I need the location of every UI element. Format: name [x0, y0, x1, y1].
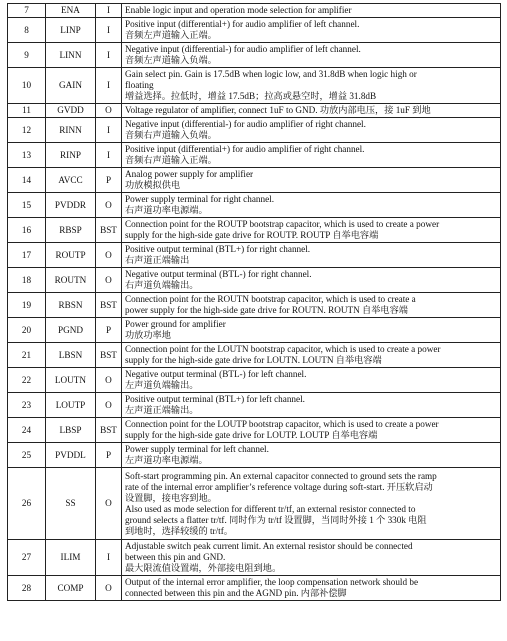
pin-name: PGND	[46, 318, 96, 343]
pin-name: LBSP	[46, 418, 96, 443]
table-row	[8, 193, 501, 218]
pin-type: P	[96, 318, 122, 343]
pin-name: LBSN	[46, 343, 96, 368]
description-line: 左声道功率电源端。	[125, 455, 208, 465]
description-line: Negative output terminal (BTL-) for right channel.	[125, 269, 312, 279]
pin-description	[122, 4, 501, 18]
pin-number: 28	[8, 576, 46, 601]
pin-description	[122, 118, 501, 143]
pin-number: 27	[8, 540, 46, 576]
description-line: Power supply terminal for left channel.	[125, 444, 269, 454]
table-row	[8, 576, 501, 601]
description-line: Soft-start programming pin. An external capacitor connected to ground sets the ramp	[125, 470, 437, 481]
pin-type: I	[96, 540, 122, 576]
pin-type: I	[96, 43, 122, 68]
pin-number: 12	[8, 118, 46, 143]
description-line: 最大限流值设置端，外部接电阻到地。	[125, 563, 282, 573]
pin-description	[122, 193, 501, 218]
description-line: 增益选择。拉低时，增益 17.5dB；拉高或悬空时，增益 31.8dB	[125, 91, 377, 101]
pin-description	[122, 368, 501, 393]
table-row	[8, 393, 501, 418]
pin-description	[122, 318, 501, 343]
table-row	[8, 143, 501, 168]
pin-type: O	[96, 104, 122, 118]
description-line: 音频左声道输入负端。	[125, 55, 217, 65]
pin-type: BST	[96, 293, 122, 318]
description-line: 左声道负端输出。	[125, 380, 199, 390]
pin-type: I	[96, 68, 122, 104]
pin-number: 8	[8, 18, 46, 43]
description-line: 功放功率地	[125, 330, 171, 340]
description-line: 右声道功率电源端。	[125, 205, 208, 215]
description-line: 右声道负端输出。	[125, 280, 199, 290]
description-line: Positive input (differential+) for audio amplifier of left channel.	[125, 19, 360, 29]
table-row	[8, 18, 501, 43]
pin-number: 20	[8, 318, 46, 343]
description-line: Power supply terminal for right channel.	[125, 194, 275, 204]
description-line: Gain select pin. Gain is 17.5dB when logic low, and 31.8dB when logic high or	[125, 69, 417, 79]
pin-name: RINN	[46, 118, 96, 143]
pin-type: O	[96, 393, 122, 418]
description-line: Voltage regulator of amplifier, connect 1uF to GND. 功放内部电压，接 1uF 到地	[125, 105, 431, 115]
pin-type: O	[96, 268, 122, 293]
pin-type: BST	[96, 418, 122, 443]
pin-description	[122, 343, 501, 368]
pin-type: O	[96, 193, 122, 218]
pin-name: GAIN	[46, 68, 96, 104]
description-line: Output of the internal error amplifier, the loop compensation network should be	[125, 577, 419, 587]
description-line: Connection point for the ROUTP bootstrap capacitor, which is used to create a power	[125, 219, 440, 229]
pin-type: BST	[96, 343, 122, 368]
table-row	[8, 43, 501, 68]
description-line: Positive output terminal (BTL+) for left channel.	[125, 394, 305, 404]
description-line: power supply for the high-side gate drive for ROUTN. ROUTN 自举电容端	[125, 305, 408, 315]
description-line: Enable logic input and operation mode selection for amplifier	[125, 5, 352, 15]
table-row	[8, 218, 501, 243]
pin-name: PVDDL	[46, 443, 96, 468]
table-row	[8, 318, 501, 343]
pin-name: GVDD	[46, 104, 96, 118]
pin-number: 11	[8, 104, 46, 118]
pin-number: 13	[8, 143, 46, 168]
pin-description	[122, 218, 501, 243]
pin-description	[122, 293, 501, 318]
pin-number: 23	[8, 393, 46, 418]
description-line: Negative input (differential-) for audio amplifier of left channel.	[125, 44, 361, 54]
table-row	[8, 293, 501, 318]
pin-description	[122, 68, 501, 104]
description-line: Positive input (differential+) for audio amplifier of right channel.	[125, 144, 365, 154]
table-row	[8, 4, 501, 18]
pin-number: 10	[8, 68, 46, 104]
description-line: supply for the high-side gate drive for LOUTP. LOUTP 自举电容端	[125, 430, 378, 440]
pin-description	[122, 168, 501, 193]
pin-number: 26	[8, 468, 46, 540]
description-line: Negative output terminal (BTL-) for left channel.	[125, 369, 307, 379]
table-row	[8, 443, 501, 468]
table-row	[8, 268, 501, 293]
pin-name: RBSN	[46, 293, 96, 318]
pin-description	[122, 43, 501, 68]
table-row	[8, 418, 501, 443]
pin-number: 18	[8, 268, 46, 293]
pin-name: RBSP	[46, 218, 96, 243]
pin-description	[122, 243, 501, 268]
description-line: 到地时，选择较缓的 tr/tf。	[125, 525, 233, 536]
description-line: 音频右声道输入正端。	[125, 155, 217, 165]
table-row	[8, 468, 501, 540]
pin-description-table-container	[7, 3, 501, 601]
pin-description	[122, 18, 501, 43]
description-line: Connection point for the ROUTN bootstrap capacitor, which is used to create a	[125, 294, 416, 304]
pin-type: BST	[96, 218, 122, 243]
pin-type: O	[96, 576, 122, 601]
table-row	[8, 540, 501, 576]
table-row	[8, 104, 501, 118]
pin-name: LOUTP	[46, 393, 96, 418]
description-line: rate of the internal error amplifier’s reference voltage during soft-start. 开压软启动	[125, 481, 433, 492]
table-row	[8, 243, 501, 268]
table-row	[8, 168, 501, 193]
description-line: Analog power supply for amplifier	[125, 169, 254, 179]
table-row	[8, 368, 501, 393]
pin-number: 9	[8, 43, 46, 68]
description-line: ground selects a flatter tr/tf. 同时作为 tr/tf 设置脚，当同时外接 1 个 330k 电阻	[125, 514, 427, 525]
pin-description	[122, 104, 501, 118]
pin-type: O	[96, 243, 122, 268]
description-line: Also used as mode selection for different tr/tf, an external resistor connected to	[125, 503, 416, 514]
pin-description	[122, 576, 501, 601]
pin-name: RINP	[46, 143, 96, 168]
pin-type: O	[96, 468, 122, 540]
pin-number: 24	[8, 418, 46, 443]
description-line: Connection point for the LOUTP bootstrap capacitor, which is used to create a power	[125, 419, 439, 429]
description-line: 音频右声道输入负端。	[125, 130, 217, 140]
description-line: 左声道正端输出。	[125, 405, 199, 415]
pin-number: 7	[8, 4, 46, 18]
description-line: Connection point for the LOUTN bootstrap capacitor, which is used to create a power	[125, 344, 441, 354]
pin-number: 16	[8, 218, 46, 243]
description-line: 音频左声道输入正端。	[125, 30, 217, 40]
pin-number: 14	[8, 168, 46, 193]
description-line: floating	[125, 80, 154, 90]
description-line: supply for the high-side gate drive for ROUTP. ROUTP 自举电容端	[125, 230, 379, 240]
table-row	[8, 68, 501, 104]
pin-type: I	[96, 4, 122, 18]
pin-name: ROUTN	[46, 268, 96, 293]
pin-number: 22	[8, 368, 46, 393]
pin-name: COMP	[46, 576, 96, 601]
pin-description	[122, 268, 501, 293]
pin-description	[122, 418, 501, 443]
pin-type: I	[96, 118, 122, 143]
description-line: connected between this pin and the AGND pin. 内部补偿脚	[125, 588, 347, 598]
pin-name: AVCC	[46, 168, 96, 193]
description-line: supply for the high-side gate drive for LOUTN. LOUTN 自举电容端	[125, 355, 382, 365]
description-line: Power ground for amplifier	[125, 319, 226, 329]
table-row	[8, 118, 501, 143]
pin-name: PVDDR	[46, 193, 96, 218]
pin-name: ILIM	[46, 540, 96, 576]
pin-type: P	[96, 168, 122, 193]
pin-number: 17	[8, 243, 46, 268]
pin-name: SS	[46, 468, 96, 540]
table-row	[8, 343, 501, 368]
pin-name: LINN	[46, 43, 96, 68]
pin-number: 21	[8, 343, 46, 368]
pin-type: I	[96, 18, 122, 43]
pin-description	[122, 443, 501, 468]
pin-name: LINP	[46, 18, 96, 43]
pin-number: 15	[8, 193, 46, 218]
pin-table-body	[8, 4, 501, 601]
pin-description-table	[7, 3, 501, 601]
pin-type: O	[96, 368, 122, 393]
description-line: 设置脚，接电容到地。	[125, 492, 217, 503]
description-line: Negative input (differential-) for audio amplifier of right channel.	[125, 119, 366, 129]
pin-description	[122, 143, 501, 168]
pin-description	[122, 468, 501, 540]
pin-description	[122, 540, 501, 576]
pin-type: P	[96, 443, 122, 468]
pin-number: 25	[8, 443, 46, 468]
description-line: Adjustable switch peak current limit. An external resistor should be connected	[125, 541, 413, 551]
pin-type: I	[96, 143, 122, 168]
pin-name: ROUTP	[46, 243, 96, 268]
description-line: 右声道正端输出	[125, 255, 190, 265]
pin-name: LOUTN	[46, 368, 96, 393]
pin-name: ENA	[46, 4, 96, 18]
pin-description	[122, 393, 501, 418]
pin-number: 19	[8, 293, 46, 318]
description-line: between this pin and GND.	[125, 552, 226, 562]
description-line: Positive output terminal (BTL+) for right channel.	[125, 244, 311, 254]
description-line: 功放模拟供电	[125, 180, 181, 190]
